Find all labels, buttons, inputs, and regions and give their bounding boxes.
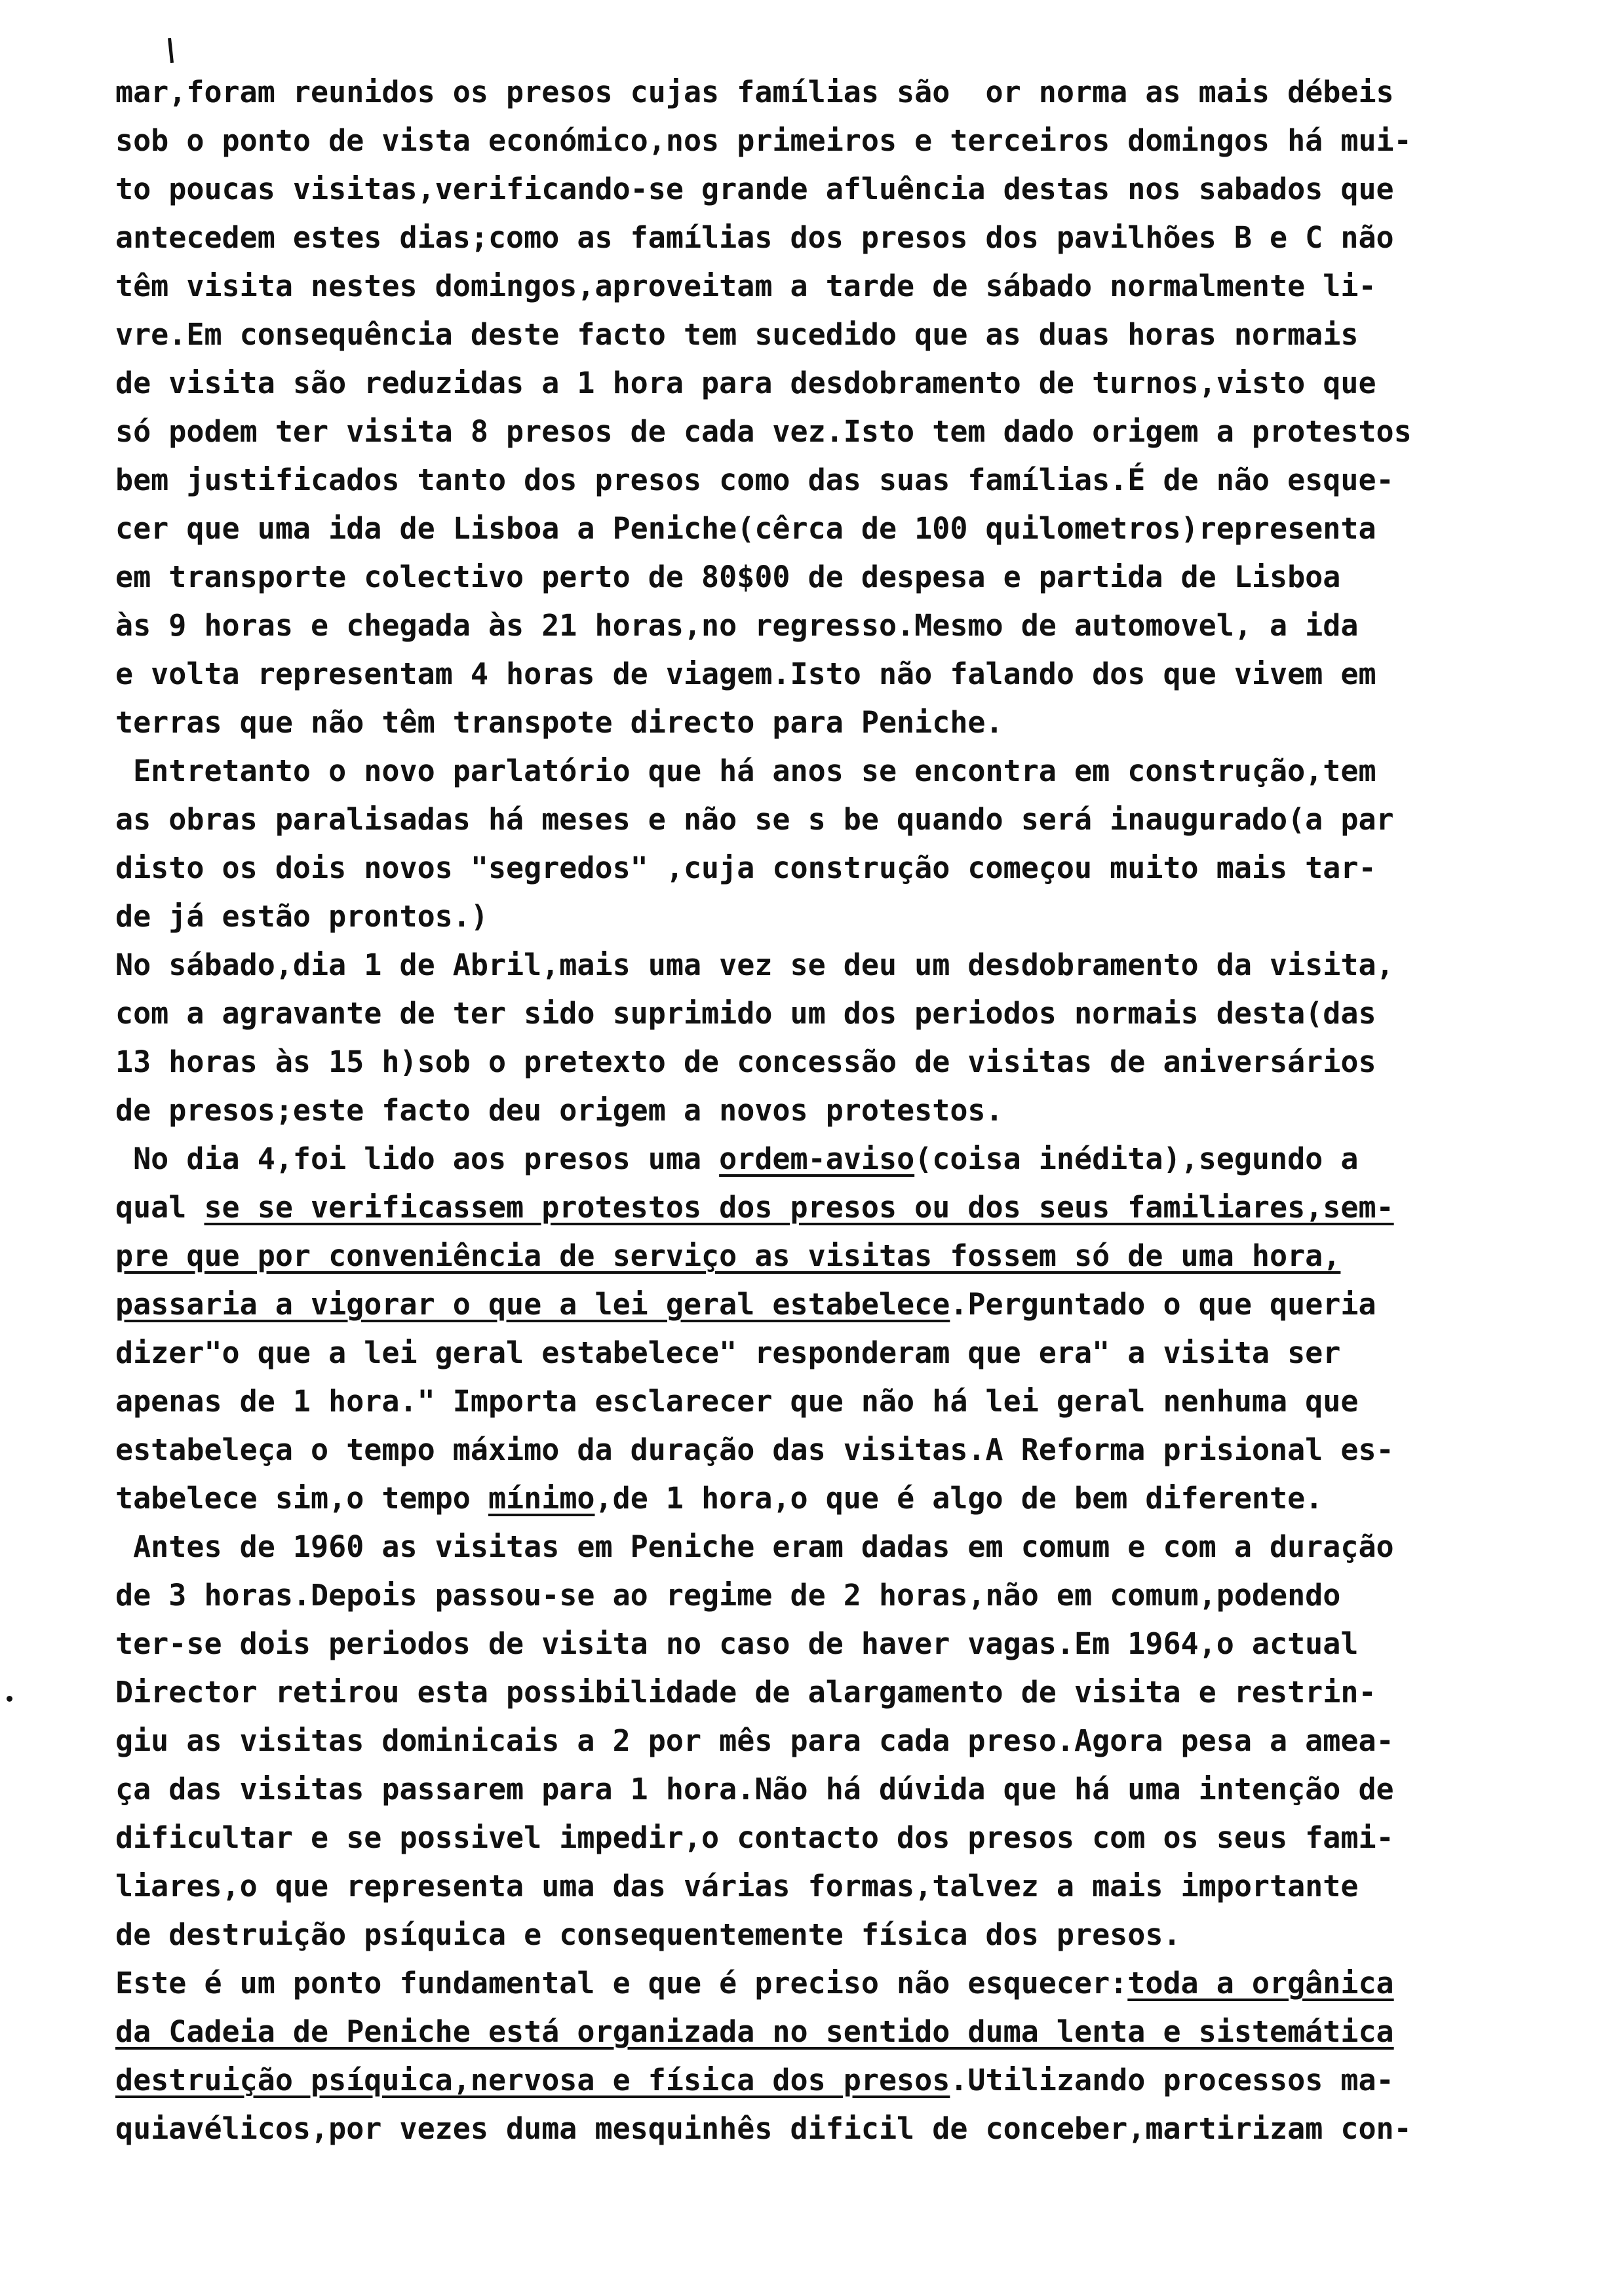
text-line	[115, 844, 1577, 892]
underlined-text: toda a orgânica	[1127, 1966, 1394, 2000]
text-line	[115, 1911, 1577, 1959]
text-segment: às 9 horas e chegada às 21 horas,no regresso.Mesmo de automovel, a ida	[115, 608, 1359, 643]
text-segment: 13 horas às 15 h)sob o pretexto de concessão de visitas de aniversários	[115, 1044, 1376, 1079]
text-line	[115, 1571, 1577, 1620]
margin-dot	[7, 1696, 12, 1702]
text-segment: com a agravante de ter sido suprimido um dos periodos normais desta(das	[115, 996, 1376, 1031]
text-segment: to poucas visitas,verificando-se grande afluência destas nos sabados que	[115, 172, 1394, 206]
text-line	[115, 1329, 1577, 1377]
text-segment: No sábado,dia 1 de Abril,mais uma vez se deu um desdobramento da visita,	[115, 947, 1394, 982]
text-line	[115, 1765, 1577, 1814]
text-line	[115, 795, 1577, 844]
text-segment: dizer"o que a lei geral estabelece" responderam que era" a visita ser	[115, 1335, 1341, 1370]
text-line	[115, 989, 1577, 1038]
text-segment: as obras paralisadas há meses e não se s be quando será inaugurado(a par	[115, 802, 1394, 837]
text-segment: de visita são reduzidas a 1 hora para desdobramento de turnos,visto que	[115, 366, 1376, 400]
text-segment: .Utilizando processos ma-	[950, 2063, 1394, 2097]
text-segment: apenas de 1 hora." Importa esclarecer que não há lei geral nenhuma que	[115, 1384, 1359, 1419]
text-line	[115, 1377, 1577, 1426]
underlined-text: ordem-aviso	[719, 1141, 915, 1176]
text-line	[115, 262, 1577, 311]
text-segment: de destruição psíquica e consequentemente física dos presos.	[115, 1917, 1181, 1952]
text-segment: disto os dois novos "segredos" ,cuja construção começou muito mais tar-	[115, 851, 1376, 885]
text-line	[115, 1038, 1577, 1086]
text-line	[115, 214, 1577, 262]
underlined-text: da Cadeia de Peniche está organizada no sentido duma lenta e sistemática	[115, 2014, 1394, 2049]
text-line	[115, 1135, 1577, 1183]
text-segment: No dia 4,foi lido aos presos uma	[115, 1141, 720, 1176]
text-segment: de 3 horas.Depois passou-se ao regime de 2 horas,não em comum,podendo	[115, 1578, 1341, 1613]
text-line	[115, 1183, 1577, 1232]
text-segment: .Perguntado o que queria	[950, 1287, 1376, 1322]
text-segment: só podem ter visita 8 presos de cada vez.Isto tem dado origem a protestos	[115, 414, 1412, 449]
underlined-text: passaria a vigorar o que a lei geral estabelece	[115, 1287, 950, 1322]
text-segment: Director retirou esta possibilidade de alargamento de visita e restrin-	[115, 1675, 1376, 1710]
text-line	[115, 408, 1577, 456]
text-segment: ça das visitas passarem para 1 hora.Não há dúvida que há uma intenção de	[115, 1772, 1394, 1807]
text-line	[115, 602, 1577, 650]
text-line	[115, 1717, 1577, 1765]
underlined-text: pre que por conveniência de serviço as visitas fossem só de uma hora,	[115, 1238, 1341, 1273]
text-segment: Antes de 1960 as visitas em Peniche eram dadas em comum e com a duração	[115, 1529, 1394, 1564]
text-segment: Entretanto o novo parlatório que há anos se encontra em construção,tem	[115, 754, 1376, 788]
text-line	[115, 1280, 1577, 1329]
text-line	[115, 1426, 1577, 1474]
text-line	[115, 117, 1577, 165]
text-segment: sob o ponto de vista económico,nos primeiros e terceiros domingos há mui-	[115, 123, 1412, 158]
text-line	[115, 1959, 1577, 2008]
text-line	[115, 456, 1577, 505]
text-line	[115, 2008, 1577, 2056]
text-line	[115, 359, 1577, 408]
underlined-text: mínimo	[488, 1481, 595, 1516]
text-segment: Este é um ponto fundamental e que é preciso não esquecer:	[115, 1966, 1128, 2000]
text-line	[115, 1862, 1577, 1911]
text-segment: estabeleça o tempo máximo da duração das visitas.A Reforma prisional es-	[115, 1432, 1394, 1467]
text-line	[115, 1523, 1577, 1571]
text-segment: antecedem estes dias;como as famílias dos presos dos pavilhões B e C não	[115, 220, 1394, 255]
underlined-text: se se verificassem protestos dos presos ou dos seus familiares,sem-	[204, 1190, 1394, 1225]
text-segment: (coisa inédita),segundo a	[914, 1141, 1359, 1176]
text-segment: bem justificados tanto dos presos como das suas famílias.É de não esque-	[115, 463, 1394, 497]
text-segment: qual	[115, 1190, 204, 1225]
text-line	[115, 2056, 1577, 2105]
text-line	[115, 553, 1577, 602]
text-line	[115, 892, 1577, 941]
text-segment: em transporte colectivo perto de 80$00 de despesa e partida de Lisboa	[115, 560, 1341, 594]
text-line	[115, 1668, 1577, 1717]
text-line	[115, 2105, 1577, 2153]
text-line	[115, 747, 1577, 795]
text-segment: vre.Em consequência deste facto tem sucedido que as duas horas normais	[115, 317, 1359, 352]
text-line	[115, 1620, 1577, 1668]
text-segment: e volta representam 4 horas de viagem.Isto não falando dos que vivem em	[115, 657, 1376, 691]
text-segment: ter-se dois periodos de visita no caso de haver vagas.Em 1964,o actual	[115, 1626, 1359, 1661]
text-segment: quiavélicos,por vezes duma mesquinhês dificil de conceber,martirizam con-	[115, 2111, 1412, 2146]
text-segment: terras que não têm transpote directo para Peniche.	[115, 705, 1003, 740]
text-line	[115, 68, 1577, 117]
text-line	[115, 1086, 1577, 1135]
text-segment: giu as visitas dominicais a 2 por mês para cada preso.Agora pesa a amea-	[115, 1723, 1394, 1758]
margin-pen-mark	[168, 38, 174, 63]
text-line	[115, 698, 1577, 747]
text-line	[115, 505, 1577, 553]
text-segment: mar,foram reunidos os presos cujas famílias são or norma as mais débeis	[115, 75, 1394, 109]
text-line	[115, 311, 1577, 359]
text-segment: têm visita nestes domingos,aproveitam a tarde de sábado normalmente li-	[115, 269, 1376, 303]
text-segment: tabelece sim,o tempo	[115, 1481, 488, 1516]
text-segment: ,de 1 hora,o que é algo de bem diferente.	[594, 1481, 1323, 1516]
text-segment: dificultar e se possivel impedir,o contacto dos presos com os seus fami-	[115, 1820, 1394, 1855]
text-segment: liares,o que representa uma das várias formas,talvez a mais importante	[115, 1869, 1359, 1904]
text-line	[115, 650, 1577, 698]
text-line	[115, 1814, 1577, 1862]
text-segment: cer que uma ida de Lisboa a Peniche(cêrca de 100 quilometros)representa	[115, 511, 1376, 546]
text-segment: de já estão prontos.)	[115, 899, 488, 934]
underlined-text: destruição psíquica,nervosa e física dos presos	[115, 2063, 950, 2097]
text-line	[115, 941, 1577, 989]
text-line	[115, 1232, 1577, 1280]
text-line	[115, 1474, 1577, 1523]
text-line	[115, 165, 1577, 214]
text-segment: de presos;este facto deu origem a novos protestos.	[115, 1093, 1003, 1128]
